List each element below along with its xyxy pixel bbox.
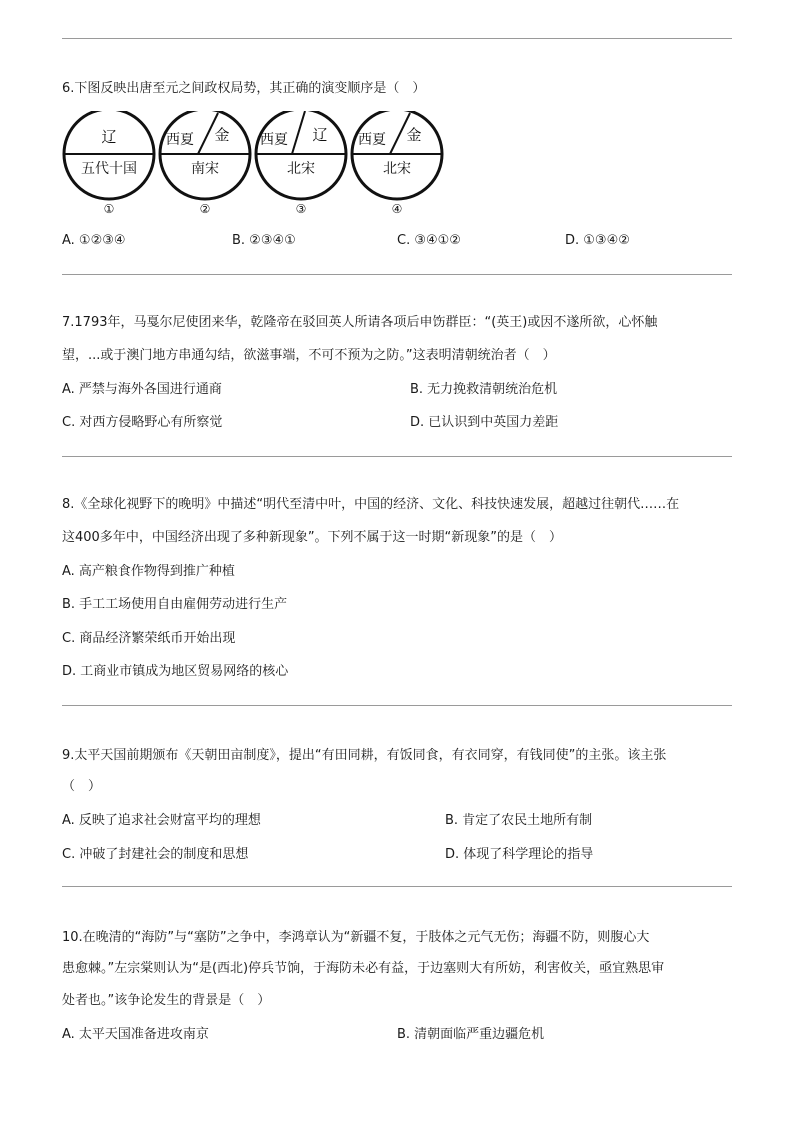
q6-stem: 6.下图反映出唐至元之间政权局势，其正确的演变顺序是（ ） bbox=[62, 81, 426, 96]
q6-circle-4 bbox=[352, 111, 442, 216]
q6-option-a: A. ①②③④ bbox=[62, 233, 126, 248]
q7-option-c: C. 对西方侵略野心有所察觉 bbox=[62, 415, 223, 430]
q6-c4-top-right: 金 bbox=[406, 126, 422, 144]
q9-option-d: D. 体现了科学理论的指导 bbox=[445, 847, 594, 862]
q8-option-b: B. 手工工场使用自由雇佣劳动进行生产 bbox=[62, 597, 288, 612]
q9-option-b: B. 肯定了农民土地所有制 bbox=[445, 813, 593, 828]
q6-c4-number: ④ bbox=[391, 202, 403, 216]
q7-option-b: B. 无力挽救清朝统治危机 bbox=[410, 382, 558, 397]
divider-q9-q10 bbox=[62, 886, 732, 887]
q8-option-c: C. 商品经济繁荣纸币开始出现 bbox=[62, 631, 236, 646]
q10-option-a: A. 太平天国准备进攻南京 bbox=[62, 1027, 209, 1042]
q6-c1-top: 辽 bbox=[101, 128, 117, 146]
q7-option-d: D. 已认识到中英国力差距 bbox=[410, 415, 559, 430]
q6-circle-3 bbox=[256, 111, 346, 216]
q7-stem-line1: 7.1793年，马戛尔尼使团来华，乾隆帝在驳回英人所请各项后申饬群臣：“(英王)或因不遂所欲，心怀触 bbox=[62, 315, 658, 330]
divider-top bbox=[62, 38, 732, 39]
q9-stem-line2: （ ） bbox=[62, 779, 102, 794]
q6-c1-bottom: 五代十国 bbox=[81, 161, 137, 177]
q6-c2-bottom: 南宋 bbox=[191, 161, 219, 177]
q6-c2-top-left: 西夏 bbox=[166, 132, 194, 148]
q8-stem-line2: 这400多年中，中国经济出现了多种新现象”。下列不属于这一时期“新现象”的是（ ） bbox=[62, 530, 563, 545]
q6-circle-2 bbox=[160, 111, 250, 216]
q6-option-d: D. ①③④② bbox=[565, 233, 630, 248]
q6-c3-top-left: 西夏 bbox=[260, 132, 288, 148]
q6-c1-number: ① bbox=[103, 202, 115, 216]
q6-circle-diagram bbox=[62, 111, 452, 221]
q8-stem-line1: 8.《全球化视野下的晚明》中描述“明代至清中叶，中国的经济、文化、科技快速发展，超越过往朝代……在 bbox=[62, 497, 680, 512]
q9-stem-line1: 9.太平天国前期颁布《天朝田亩制度》，提出“有田同耕，有饭同食，有衣同穿，有钱同使”的主张。该主张 bbox=[62, 748, 667, 763]
q10-stem-line1: 10.在晚清的“海防”与“塞防”之争中，李鸿章认为“新疆不复，于肢体之元气无伤；海疆不防，则腹心大 bbox=[62, 930, 650, 945]
divider-q7-q8 bbox=[62, 456, 732, 457]
q6-c2-number: ② bbox=[199, 202, 211, 216]
q6-option-b: B. ②③④① bbox=[232, 233, 296, 248]
divider-q6-q7 bbox=[62, 274, 732, 275]
q6-circle-1 bbox=[64, 111, 154, 216]
q6-c3-bottom: 北宋 bbox=[287, 161, 315, 177]
q10-stem-line3: 处者也。”该争论发生的背景是（ ） bbox=[62, 993, 271, 1008]
divider-q8-q9 bbox=[62, 705, 732, 706]
q6-c3-top-right: 辽 bbox=[312, 126, 328, 144]
q6-option-c: C. ③④①② bbox=[397, 233, 461, 248]
q6-c4-top-left: 西夏 bbox=[358, 132, 386, 148]
q7-option-a: A. 严禁与海外各国进行通商 bbox=[62, 382, 222, 397]
q7-stem-line2: 望，...或于澳门地方串通勾结，欲滋事端，不可不预为之防。”这表明清朝统治者（ ） bbox=[62, 348, 556, 363]
q10-stem-line2: 患愈棘。”左宗棠则认为“是(西北)停兵节饷，于海防未必有益，于边塞则大有所妨，利害攸关，亟宜熟思审 bbox=[62, 961, 665, 976]
q6-c3-number: ③ bbox=[295, 202, 307, 216]
q8-option-a: A. 高产粮食作物得到推广种植 bbox=[62, 564, 235, 579]
q9-option-c: C. 冲破了封建社会的制度和思想 bbox=[62, 847, 249, 862]
q8-option-d: D. 工商业市镇成为地区贸易网络的核心 bbox=[62, 664, 289, 679]
q6-c2-top-right: 金 bbox=[214, 126, 230, 144]
q6-c4-bottom: 北宋 bbox=[383, 161, 411, 177]
q9-option-a: A. 反映了追求社会财富平均的理想 bbox=[62, 813, 261, 828]
q10-option-b: B. 清朝面临严重边疆危机 bbox=[397, 1027, 545, 1042]
